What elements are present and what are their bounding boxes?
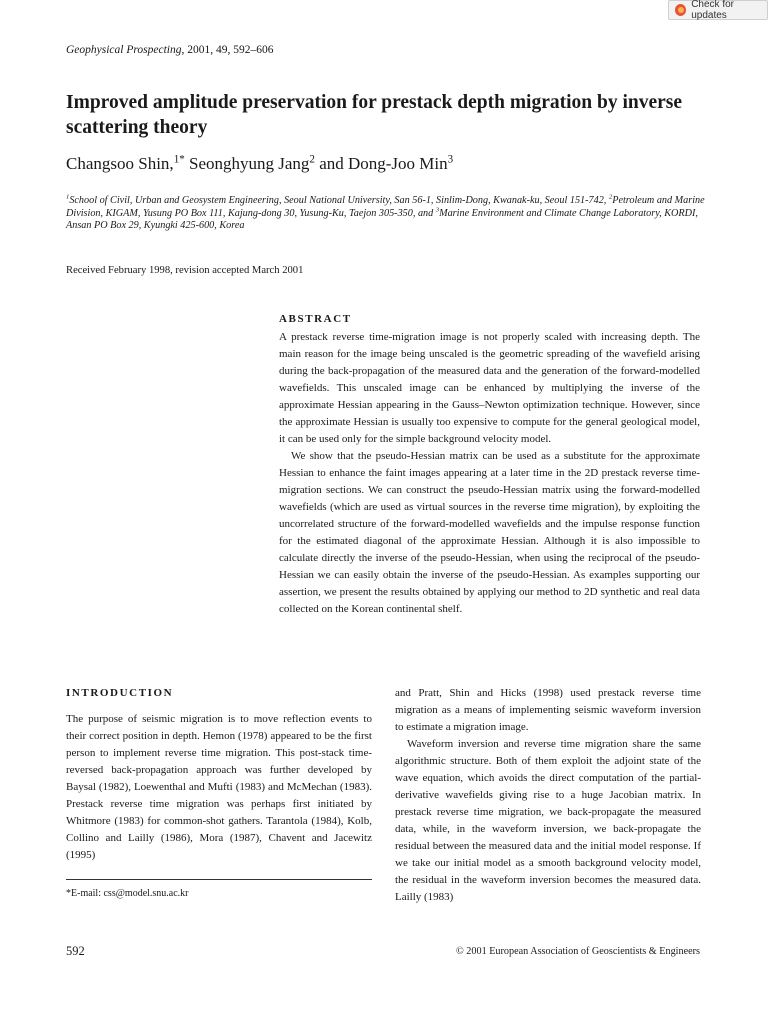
affiliation-3: Marine Environment and Climate Change Laboratory, KORDI, Ansan PO Box 29, Kyungki 425-600, Korea — [66, 207, 698, 231]
introduction-right-column — [395, 685, 701, 906]
journal-citation — [66, 44, 274, 56]
author-3: and Dong-Joo Min — [314, 154, 448, 173]
author-3-marker: 3 — [447, 153, 454, 166]
journal-name: Geophysical Prospecting — [66, 44, 182, 56]
author-1: Changsoo Shin, — [66, 154, 174, 173]
affiliation-1: School of Civil, Urban and Geosystem Engineering, Seoul National University, San 56-1, Sinlim-Dong, Kwanak-ku, Seoul 151-742, — [69, 195, 609, 206]
author-1-marker: 1* — [173, 153, 185, 166]
footnote-divider — [66, 879, 372, 880]
affiliation-2-marker: 2 — [608, 193, 613, 201]
abstract-paragraph-2: We show that the pseudo-Hessian matrix can be used as a substitute for the approximate Hessian to enhance the faint images appearing at a later time in the 2D prestack reverse time-migration sections. We can construct the pseudo-Hessian matrix using the forward-modelled wavefields (which are used as virtual sources in the reverse time migration), by exploiting the uncorrelated structure of the forward-modelled wavefields and the impulse response function for the estimated diagonal of the approximate Hessian. Although it is also impossible to calculate directly the inverse of the pseudo-Hessian, when using the reciprocal of the pseudo-Hessian we can easily obtain the inverse of the pseudo-Hessian. As examples supporting our assertion, we present the results obtained by applying our method to 2D synthetic and real data collected on the Korean continental shelf. — [279, 450, 700, 615]
affiliations — [66, 195, 706, 233]
check-for-updates-button[interactable] — [668, 0, 768, 20]
paper-title: Improved amplitude preservation for prestack depth migration by inverse scattering theory — [66, 92, 683, 138]
introduction-paragraph-2: Waveform inversion and reverse time migration share the same algorithmic structure. Both of them exploit the adjoint state of the wave equation, which avoids the direct computation of the partial-derivative wavefields giving rise to a huge Jacobian matrix. In prestack reverse time migration, we back-propagate the measured data, while, in the waveform inversion, we back-propagate the residual between the measured data and the initial model response. If we take our initial model as a smooth background velocity model, the residual in the waveform inversion becomes the measured data. Lailly (1983) — [395, 738, 701, 903]
check-for-updates-label: Check for updates — [691, 0, 734, 21]
introduction-heading: INTRODUCTION — [66, 687, 174, 699]
received-date: Received February 1998, revision accepted March 2001 — [66, 265, 304, 276]
affiliation-3-marker: 3 — [435, 206, 440, 214]
footnote-email: *E-mail: css@model.snu.ac.kr — [66, 888, 189, 899]
affiliation-2: Petroleum and Marine Division, KIGAM, Yusung PO Box 111, Kajung-dong 30, Yusung-Ku, Taejon 305-350, and — [66, 195, 705, 219]
abstract-heading: ABSTRACT — [279, 313, 352, 325]
introduction-left-column — [66, 685, 372, 864]
author-2: Seonghyung Jang — [184, 154, 310, 173]
copyright-notice: © 2001 European Association of Geoscientists & Engineers — [456, 946, 700, 957]
abstract-section — [279, 311, 700, 618]
introduction-paragraph-1: The purpose of seismic migration is to move reflection events to their correct position in depth. Hemon (1978) appeared to be the first person to implement reverse time migration. This post-stack time-reversed back-propagation approach was further developed by Baysal (1982), Loewenthal and Mufti (1983) and McMechan (1983). Prestack reverse time migration was perhaps first initiated by Whitmore (1983) for common-shot gathers. Tarantola (1984), Kolb, Collino and Lailly (1986), Mora (1987), Chavent and Jacewitz (1995) — [66, 713, 372, 861]
introduction-paragraph-1-continued: and Pratt, Shin and Hicks (1998) used prestack reverse time migration as a means of implementing seismic waveform inversion to estimate a migration image. — [395, 687, 701, 733]
author-2-marker: 2 — [309, 153, 315, 166]
crossmark-icon — [675, 4, 686, 16]
citation-details: , 2001, 49, 592–606 — [181, 44, 274, 56]
abstract-paragraph-1: A prestack reverse time-migration image is not properly scaled with increasing depth. The main reason for the image being unscaled is the geometric spreading of the wavefield arising during the back-propagation of the measured data and the generation of the forward-modelled wavefields. This unscaled image can be enhanced by multiplying the inverse of the approximate Hessian appearing in the Gauss–Newton optimization technique. However, since the approximate Hessian is usually too expensive to compute for the general geological model, it can be used only for the simple background velocity model. — [279, 331, 700, 445]
affiliation-1-marker: 1 — [66, 193, 70, 201]
author-list — [66, 154, 453, 174]
page-number: 592 — [66, 944, 85, 958]
